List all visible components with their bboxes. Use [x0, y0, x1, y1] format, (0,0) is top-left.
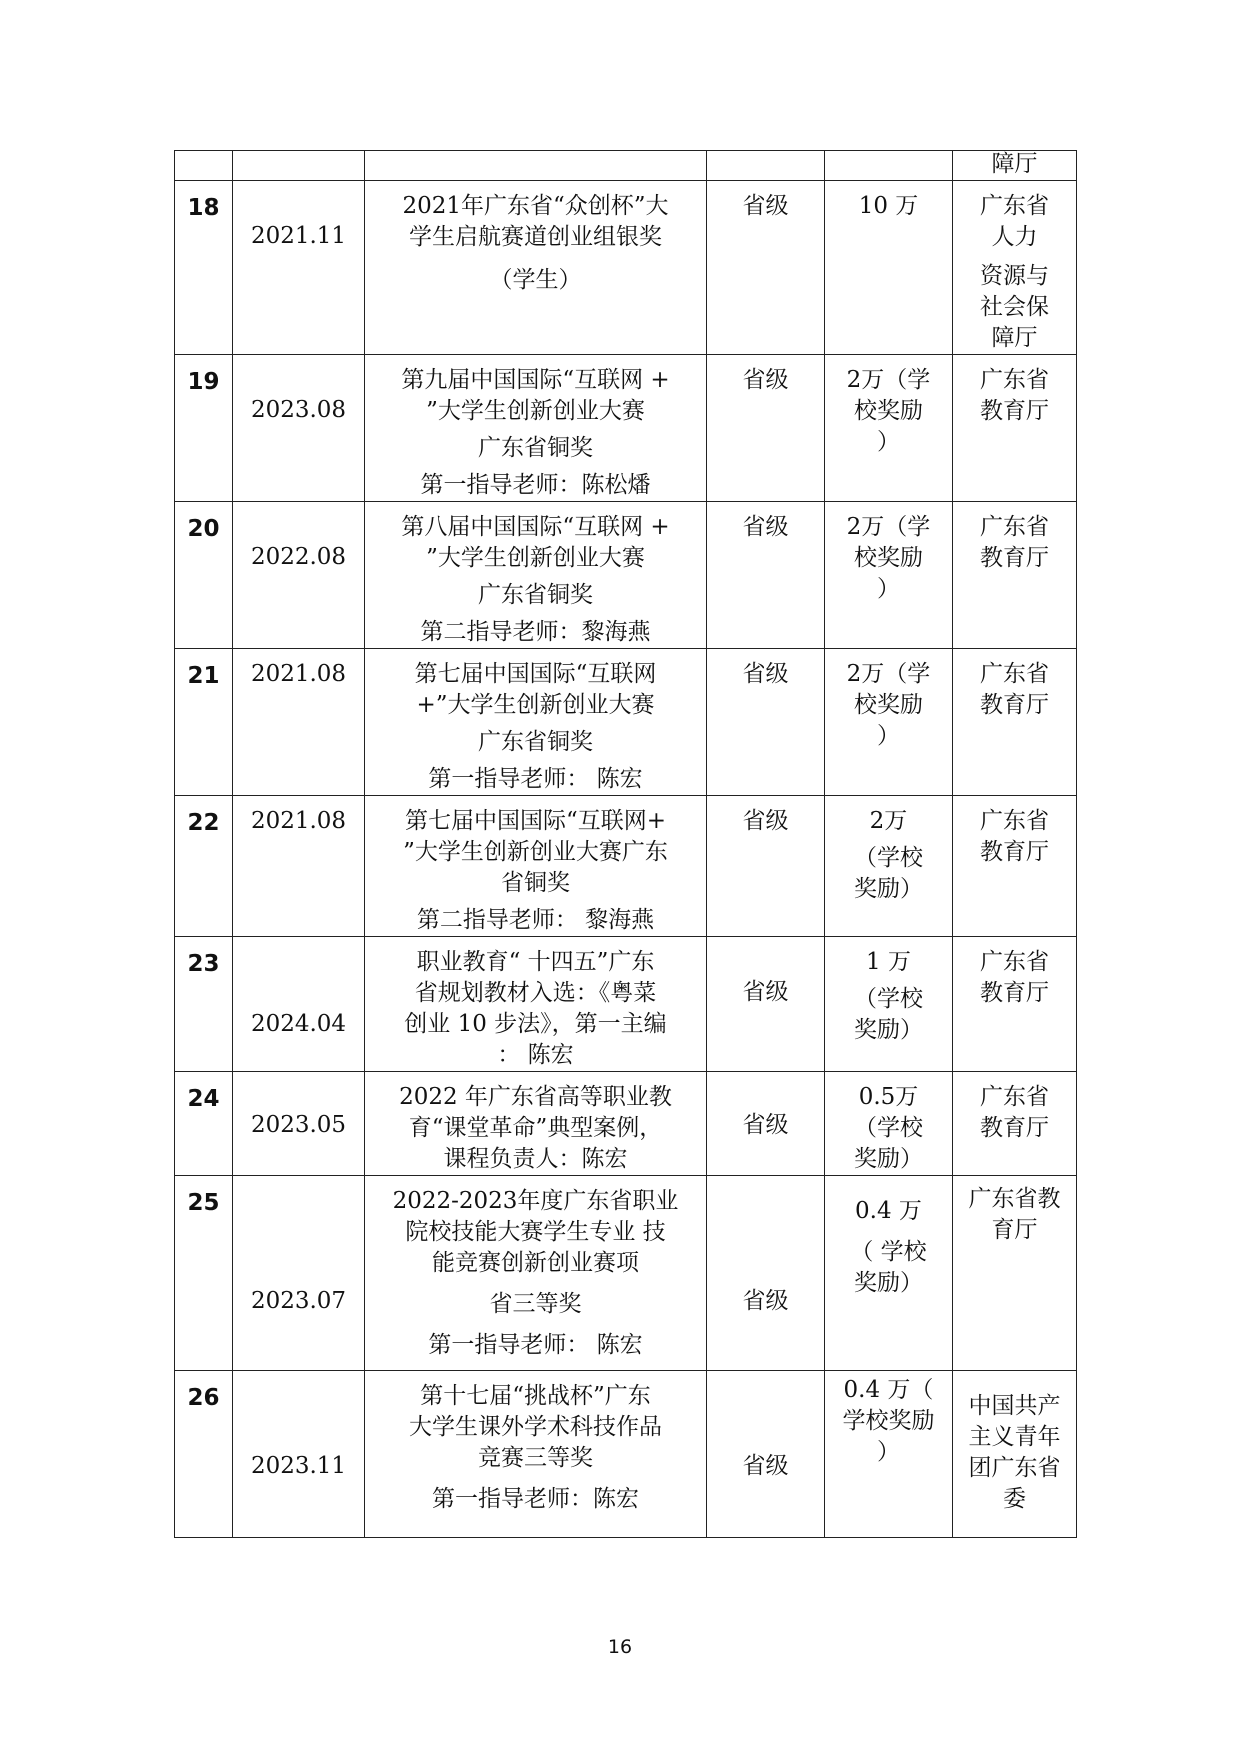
award-amount-line: ）: [877, 429, 900, 455]
issuing-organization-line: 广东省: [980, 1084, 1049, 1110]
award-amount-line: 0.5万: [858, 1084, 919, 1110]
issuing-organization-line: 广东省: [980, 514, 1049, 540]
award-name-line: 第七届中国国际“互联网+: [404, 808, 667, 834]
awards-table-body: [175, 151, 1077, 1538]
award-amount: [825, 1072, 953, 1176]
issuing-organization-line: 障厅: [991, 325, 1038, 351]
award-name: [365, 1176, 707, 1371]
award-name-line: 第一指导老师：陈宏: [432, 1486, 639, 1512]
table-row: [175, 937, 1077, 1072]
issuing-organization-line: 广东省: [980, 367, 1049, 393]
award-date: 2021.11: [233, 181, 365, 355]
issuing-organization-line: 教育厅: [980, 398, 1049, 424]
award-name: [365, 1371, 707, 1538]
issuing-organization-line: 社会保: [980, 294, 1049, 320]
award-amount-line: （学校: [854, 845, 923, 871]
award-name-line: ”大学生创新创业大赛广东: [403, 839, 668, 865]
award-amount-line: 2万（学: [846, 514, 931, 540]
award-amount-line: 0.4 万（: [843, 1377, 934, 1403]
award-name-line: 第二指导老师： 黎海燕: [416, 907, 655, 933]
award-level: 省级: [707, 355, 825, 502]
award-date: [233, 151, 365, 181]
issuing-organization: [953, 1176, 1077, 1371]
row-number: 20: [175, 502, 233, 649]
award-date: 2023.08: [233, 355, 365, 502]
award-name-line: 2022-2023年度广东省职业: [392, 1188, 679, 1214]
award-name: [365, 355, 707, 502]
award-name: [365, 181, 707, 355]
award-name-line: ”大学生创新创业大赛: [426, 545, 645, 571]
award-amount: [825, 502, 953, 649]
award-name-line: 省铜奖: [501, 870, 570, 896]
issuing-organization-line: 团广东省: [968, 1455, 1061, 1481]
award-name: [365, 151, 707, 181]
award-level: 省级: [707, 1371, 825, 1538]
table-row: [175, 151, 1077, 181]
award-date: 2023.07: [233, 1176, 365, 1371]
row-number: 21: [175, 649, 233, 796]
award-amount-line: （学校: [854, 986, 923, 1012]
award-date: 2022.08: [233, 502, 365, 649]
award-name-line: 职业教育“ 十四五”广东: [416, 949, 655, 975]
issuing-organization-line: 委: [1003, 1486, 1026, 1512]
award-amount: [825, 151, 953, 181]
issuing-organization-line: 广东省: [980, 661, 1049, 687]
issuing-organization-line: 广东省: [980, 808, 1049, 834]
issuing-organization-line: 育厅: [991, 1217, 1038, 1243]
award-amount: [825, 796, 953, 937]
award-amount-line: 0.4 万: [855, 1198, 922, 1224]
table-row: [175, 181, 1077, 355]
page-number: 16: [607, 1636, 633, 1658]
award-name-line: 第八届中国国际“互联网 +: [401, 514, 670, 540]
table-row: [175, 355, 1077, 502]
award-name-line: 2022 年广东省高等职业教: [399, 1084, 672, 1110]
row-number: [175, 151, 233, 181]
award-amount-line: （ 学校: [850, 1239, 927, 1265]
row-number: 26: [175, 1371, 233, 1538]
row-number: 24: [175, 1072, 233, 1176]
award-name-line: 学生启航赛道创业组银奖: [409, 224, 662, 250]
issuing-organization-line: 广东省: [980, 193, 1049, 219]
award-amount: [825, 1176, 953, 1371]
table-row: [175, 649, 1077, 796]
row-number: 18: [175, 181, 233, 355]
award-amount-line: 2万（学: [846, 367, 931, 393]
issuing-organization: [953, 649, 1077, 796]
award-level: 省级: [707, 649, 825, 796]
award-name-line: 省规划教材入选：《粤菜: [414, 980, 657, 1006]
award-level: 省级: [707, 796, 825, 937]
award-name-line: ”大学生创新创业大赛: [426, 398, 645, 424]
award-amount-line: 校奖励: [854, 545, 923, 571]
award-name-line: 能竞赛创新创业赛项: [432, 1250, 639, 1276]
award-amount-line: 10 万: [858, 193, 919, 219]
award-amount-line: 校奖励: [854, 692, 923, 718]
award-name-line: 第二指导老师：黎海燕: [420, 619, 651, 645]
table-row: [175, 1072, 1077, 1176]
table-row: [175, 1371, 1077, 1538]
award-name: [365, 1072, 707, 1176]
issuing-organization-line: 教育厅: [980, 980, 1049, 1006]
award-date: 2021.08: [233, 796, 365, 937]
award-name-line: 育“课堂革命”典型案例，: [408, 1115, 663, 1141]
award-name-line: 第九届中国国际“互联网 +: [401, 367, 670, 393]
table-row: [175, 1176, 1077, 1371]
row-number: 25: [175, 1176, 233, 1371]
table-row: [175, 502, 1077, 649]
award-amount-line: 奖励）: [854, 876, 923, 902]
award-amount-line: ）: [877, 576, 900, 602]
issuing-organization: [953, 151, 1077, 181]
award-amount-line: 2万（学: [846, 661, 931, 687]
award-level: 省级: [707, 1072, 825, 1176]
award-date: 2024.04: [233, 937, 365, 1072]
award-name-line: 第一指导老师： 陈宏: [428, 1332, 643, 1358]
table-row: [175, 796, 1077, 937]
award-name: [365, 796, 707, 937]
issuing-organization: [953, 796, 1077, 937]
award-amount-line: （学校: [854, 1115, 923, 1141]
award-amount-line: ）: [877, 1439, 900, 1465]
award-name: [365, 649, 707, 796]
award-name-line: 第十七届“挑战杯”广东: [420, 1383, 651, 1409]
award-name-line: 第一指导老师： 陈宏: [428, 766, 643, 792]
award-amount-line: 学校奖励: [842, 1408, 935, 1434]
issuing-organization: [953, 1371, 1077, 1538]
award-level: [707, 151, 825, 181]
award-name-line: 第一指导老师：陈松燔: [420, 472, 651, 498]
award-name-line: 广东省铜奖: [478, 729, 593, 755]
issuing-organization-line: 教育厅: [980, 692, 1049, 718]
award-name: [365, 937, 707, 1072]
issuing-organization-line: 中国共产: [968, 1393, 1061, 1419]
award-amount-line: 校奖励: [854, 398, 923, 424]
issuing-organization: [953, 1072, 1077, 1176]
row-number: 23: [175, 937, 233, 1072]
award-name-line: 竞赛三等奖: [478, 1445, 593, 1471]
award-name-line: 课程负责人：陈宏: [443, 1146, 628, 1172]
award-amount-line: ）: [877, 723, 900, 749]
award-name-line: 院校技能大赛学生专业 技: [405, 1219, 666, 1245]
award-level: 省级: [707, 181, 825, 355]
award-level: 省级: [707, 502, 825, 649]
issuing-organization-line: 主义青年: [968, 1424, 1061, 1450]
issuing-organization-line: 障厅: [991, 151, 1038, 177]
award-name-line: 省三等奖: [489, 1291, 582, 1317]
award-name-line: 第七届中国国际“互联网: [414, 661, 657, 687]
issuing-organization-line: 资源与: [980, 263, 1049, 289]
award-name-line: 广东省铜奖: [478, 435, 593, 461]
award-name-line: 创业 10 步法》，第一主编: [404, 1011, 667, 1037]
award-amount: [825, 649, 953, 796]
award-amount-line: 奖励）: [854, 1270, 923, 1296]
issuing-organization: [953, 181, 1077, 355]
award-amount: [825, 1371, 953, 1538]
award-amount-line: 1 万: [866, 949, 911, 975]
issuing-organization-line: 人力: [991, 224, 1038, 250]
award-amount: [825, 181, 953, 355]
issuing-organization-line: 教育厅: [980, 1115, 1049, 1141]
award-date: 2023.05: [233, 1072, 365, 1176]
award-level: 省级: [707, 1176, 825, 1371]
issuing-organization-line: 教育厅: [980, 839, 1049, 865]
award-level: 省级: [707, 937, 825, 1072]
issuing-organization-line: 广东省教: [968, 1186, 1061, 1212]
issuing-organization: [953, 355, 1077, 502]
award-name-line: ： 陈宏: [497, 1042, 574, 1068]
award-amount: [825, 355, 953, 502]
issuing-organization: [953, 502, 1077, 649]
award-amount-line: 2万: [869, 808, 908, 834]
award-date: 2021.08: [233, 649, 365, 796]
row-number: 19: [175, 355, 233, 502]
row-number: 22: [175, 796, 233, 937]
award-amount-line: 奖励）: [854, 1017, 923, 1043]
award-amount: [825, 937, 953, 1072]
award-date: 2023.11: [233, 1371, 365, 1538]
award-amount-line: 奖励）: [854, 1146, 923, 1172]
award-name: [365, 502, 707, 649]
award-name-line: （学生）: [489, 267, 582, 293]
award-name-line: 广东省铜奖: [478, 582, 593, 608]
awards-table: [174, 150, 1077, 1538]
issuing-organization-line: 广东省: [980, 949, 1049, 975]
issuing-organization-line: 教育厅: [980, 545, 1049, 571]
award-name-line: +”大学生创新创业大赛: [416, 692, 655, 718]
award-name-line: 2021年广东省“众创杯”大: [402, 193, 669, 219]
issuing-organization: [953, 937, 1077, 1072]
award-name-line: 大学生课外学术科技作品: [409, 1414, 662, 1440]
